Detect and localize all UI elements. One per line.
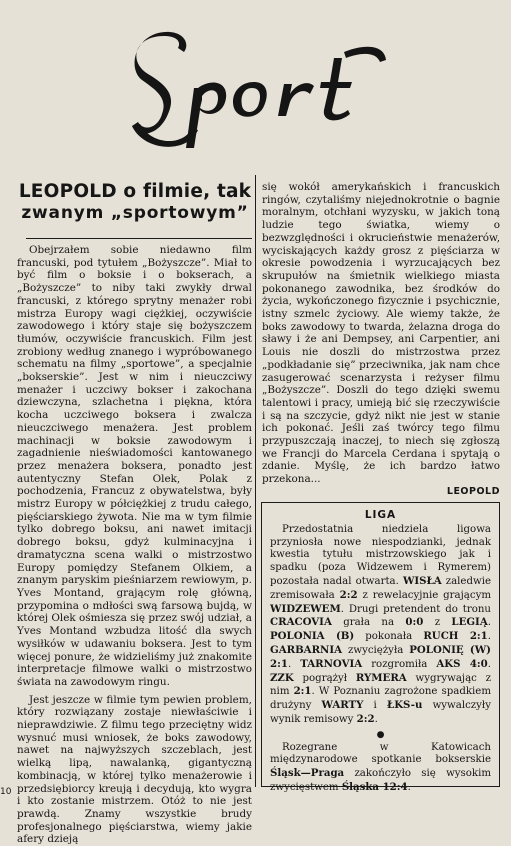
page-number: 10 xyxy=(0,787,12,797)
article-headline xyxy=(18,181,252,224)
article-signature: LEOPOLD xyxy=(446,485,500,497)
liga-box xyxy=(261,502,500,793)
headline-line-2: zwanym „sportowym” xyxy=(21,203,249,224)
liga-boxing-paragraph: Rozegrane w Katowicach międzynarodowe spotkanie bokserskie Śląsk—Praga zakończyło się wysokim zwycięstwem Śląska 12:4. xyxy=(270,741,491,793)
headline-rule xyxy=(26,238,252,239)
headline-line-1: LEOPOLD o filmie, tak xyxy=(18,181,252,202)
sport-logo xyxy=(128,30,390,162)
column-divider xyxy=(255,175,256,787)
sport-logo-text: Sport xyxy=(128,30,131,31)
liga-results-paragraph: Przedostatnia niedziela ligowa przyniosła nowe niespodzianki, jednak kwestia tytułu mistrzowskiego jak i spadku (poza Widzewem i Rymerem) pozostała nadal otwarta. WISŁA zaledwie zremisowała 2:2 z rewelacyjnie grającym WIDZEWEM. Drugi pretendent do tronu CRACOVIA grała na 0:0 z LEGIĄ. POLONIA (B) pokonała RUCH 2:1. GARBARNIA zwyciężyła POLONIĘ (W) 2:1. TARNOVIA rozgromiła AKS 4:0. ZZK pogrążył RYMERA wygrywając z nim 2:1. W Poznaniu zagrożone spadkiem drużyny WARTY i ŁKS-u wywalczyły wynik remisowy 2:2. xyxy=(270,523,492,725)
article-paragraph: Jest jeszcze w filmie tym pewien problem, który rozwiązany zostaje niewłaściwie i nieprawdziwie. Z filmu tego przeciętny widz wysnuć musi wniosek, że boks zawodowy, nawet na najwyższych szczeblach, jest wielką lipą, nawalanką, gigantyczną kombinacją, w której tylko menażerowie i przedsiębiorcy kreują i decydują, kto wygra i kto zostanie mistrzem. Otóż to nie jest prawdą. Znamy wszystkie brudy profesjonalnego pięściarstwa, wiemy jakie afery dzieją xyxy=(17,693,252,846)
article-column-left xyxy=(17,244,252,846)
article-paragraph: Obejrzałem sobie niedawno film francuski, pod tytułem „Bożyszcze”. Miał to być film o boksie i o bokserach, a „Bożyszcze” to niby taki zwykły drwal francuski, z którego sprytny menażer robi mistrza Europy wagi ciężkiej, oczywiście zawodowego i który staje się bożyszczem tłumów, oczywiście francuskich. Film jest zrobiony według znanego i wypróbowanego schematu na filmy „sportowe”, a specjalnie „bokserskie”. Jest w nim i nieuczciwy menażer i uczciwy bokser i zakochana dziewczyna, szlachetna i piękna, która kocha uczciwego boksera i zwalcza nieuczciwego menażera. Jest problem machinacji w boksie zawodowym i zagadnienie nieświadomości kantowanego przez menażera boksera, ponadto jest autentyczny Stefan Olek, Polak z pochodzenia, Francuz z obywatelstwa, były mistrz Europy w półciężkiej z trudu całego, pięściarskiego żywota. Nie ma w tym filmie tylko dobrego boksu, ani nawet imitacji dobrego boksu, gdyż kulminacyjna i dramatyczna scena walki o mistrzostwo Europy pomiędzy Stefanem Olkiem, a znanym paryskim pieśniarzem rewiowym, p. Yves Montand, grającym rolę główną, przypomina o mdłości swą farsową bujdą, w której Olek ośmiesza się przez swój udział, a Yves Montand wzbudza litość dla swych wysiłków w udawaniu boksera. Jest to tym więcej ponure, że widzieliśmy już znakomite interpretacje filmowe walki o mistrzostwo świata na zawodowym ringu. xyxy=(17,244,252,688)
article-paragraph: się wokół amerykańskich i francuskich ringów, czytaliśmy niejednokrotnie o bagnie moralnym, otchłani wyzysku, w jakich toną ludzie tego światka, wiemy o bezwzględności i okrucieństwie menażerów, wyciskających każdy grosz z pięściarza w okresie powodzenia i wyrzucających bez skrupułów na śmietnik wielkiego miasta pokonanego zawodnika, bez środków do życia, wykończonego fizycznie i psychicznie, istny szmelc życiowy. Ale wiemy także, że boks zawodowy to twarda, żelazna droga do sławy i że ani Dempsey, ani Carpentier, ani Louis nie doszli do mistrzostwa przez „podkładanie się” przeciwnika, jak nam chce zasugerować scenarzysta i reżyser filmu „Bożyszcze”. Doszli do tego dzięki swemu talentowi i pracy, umieją bić się rzeczywiście i są na szczycie, gdyż nikt nie jest w stanie ich pokonać. Jeśli zaś twórcy tego filmu przypuszczają inaczej, to niech się zgłoszą we Francji do Marcela Cerdana i spytają o zdanie. Myślę, że ich bardzo łatwo przekona... xyxy=(262,181,500,486)
bullet-separator: ● xyxy=(376,729,385,740)
article-column-right xyxy=(262,181,500,499)
liga-title: LIGA xyxy=(364,509,397,521)
